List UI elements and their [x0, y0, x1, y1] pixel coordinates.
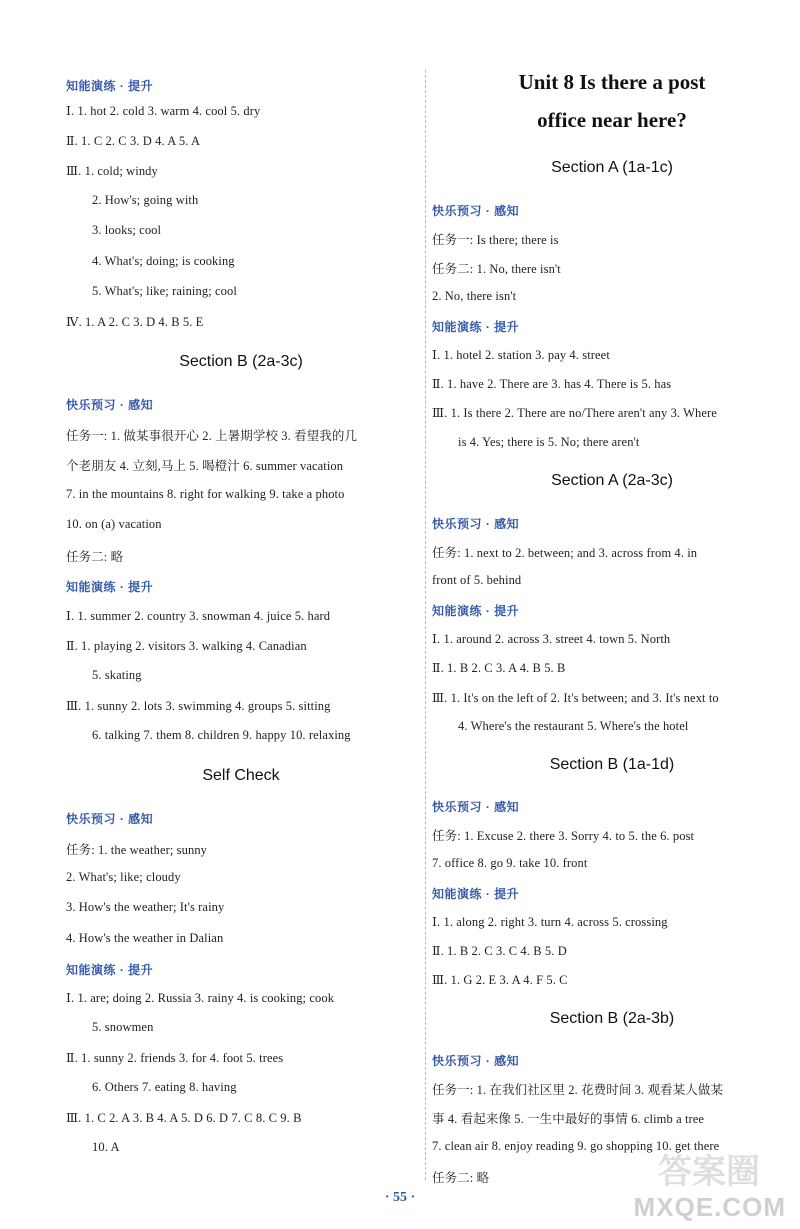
answer-line: is 4. Yes; there is 5. No; there aren't — [458, 435, 640, 449]
answer-line: Ⅱ. 1. C 2. C 3. D 4. A 5. A — [66, 134, 201, 148]
answer-line: 5. What's; like; raining; cool — [92, 284, 237, 298]
answer-line: 任务: 1. Excuse 2. there 3. Sorry 4. to 5. the 6. post — [432, 829, 695, 843]
answer-line: 2. How's; going with — [92, 193, 199, 207]
answer-line: Ⅲ. 1. cold; windy — [66, 164, 158, 178]
answer-line: Ⅳ. 1. A 2. C 3. D 4. B 5. E — [66, 315, 204, 329]
section-label: 快乐预习 · 感知 — [432, 204, 520, 218]
answer-line: 任务一: 1. 做某事很开心 2. 上暑期学校 3. 看望我的几 — [66, 429, 358, 443]
column-divider — [425, 70, 426, 1180]
answer-line: front of 5. behind — [432, 573, 522, 587]
answer-line: 4. What's; doing; is cooking — [92, 254, 235, 268]
answer-line: 事 4. 看起来像 5. 一生中最好的事情 6. climb a tree — [432, 1112, 705, 1126]
answer-line: Ⅲ. 1. G 2. E 3. A 4. F 5. C — [432, 973, 568, 987]
answer-line: 4. Where's the restaurant 5. Where's the hotel — [458, 719, 689, 733]
section-heading: Self Check — [202, 767, 280, 784]
section-label: 快乐预习 · 感知 — [66, 398, 154, 412]
answer-line: Ⅲ. 1. C 2. A 3. B 4. A 5. D 6. D 7. C 8. C 9. B — [66, 1111, 302, 1125]
answer-line: 6. talking 7. them 8. children 9. happy 10. relaxing — [92, 728, 351, 742]
section-label: 快乐预习 · 感知 — [432, 1054, 520, 1068]
answer-line: 2. What's; like; cloudy — [66, 870, 181, 884]
answer-line: Ⅱ. 1. playing 2. visitors 3. walking 4. Canadian — [66, 639, 307, 653]
answer-line: 7. office 8. go 9. take 10. front — [432, 856, 588, 870]
section-label: 知能演练 · 提升 — [432, 320, 520, 334]
answer-line: Ⅰ. 1. are; doing 2. Russia 3. rainy 4. is cooking; cook — [66, 991, 335, 1005]
section-label: 知能演练 · 提升 — [432, 604, 520, 618]
answer-line: 10. A — [92, 1140, 120, 1154]
answer-line: 任务: 1. the weather; sunny — [66, 843, 208, 857]
answer-line: Ⅱ. 1. B 2. C 3. A 4. B 5. B — [432, 661, 566, 675]
answer-line: 个老朋友 4. 立刻,马上 5. 喝橙汁 6. summer vacation — [66, 459, 344, 473]
answer-line: 4. How's the weather in Dalian — [66, 931, 224, 945]
section-label: 知能演练 · 提升 — [432, 887, 520, 901]
answer-line: 任务一: Is there; there is — [432, 233, 559, 247]
section-heading: Section A (1a-1c) — [551, 159, 673, 176]
answer-line: Ⅰ. 1. summer 2. country 3. snowman 4. juice 5. hard — [66, 609, 331, 623]
answer-line: 7. in the mountains 8. right for walking 9. take a photo — [66, 487, 345, 501]
answer-line: Ⅲ. 1. sunny 2. lots 3. swimming 4. groups 5. sitting — [66, 699, 331, 713]
answer-line: 6. Others 7. eating 8. having — [92, 1080, 237, 1094]
answer-line: 2. No, there isn't — [432, 289, 517, 303]
answer-line: Ⅱ. 1. have 2. There are 3. has 4. There is 5. has — [432, 377, 672, 391]
answer-line: 3. How's the weather; It's rainy — [66, 900, 225, 914]
answer-line: Ⅲ. 1. It's on the left of 2. It's between; and 3. It's next to — [432, 691, 719, 705]
page-number: · 55 · — [384, 1190, 416, 1205]
answer-line: 7. clean air 8. enjoy reading 9. go shopping 10. get there — [432, 1139, 720, 1153]
unit-title: Unit 8 Is there a post — [518, 70, 706, 94]
answer-line: 5. snowmen — [92, 1020, 154, 1034]
section-label: 快乐预习 · 感知 — [432, 517, 520, 531]
section-label: 快乐预习 · 感知 — [66, 812, 154, 826]
section-heading: Section B (1a-1d) — [549, 756, 675, 773]
unit-title: office near here? — [537, 108, 687, 132]
section-heading: Section A (2a-3c) — [551, 472, 673, 489]
answer-line: 任务二: 略 — [66, 550, 124, 564]
section-label: 知能演练 · 提升 — [66, 79, 154, 93]
answer-line: 任务二: 略 — [432, 1171, 490, 1185]
watermark: MXQE.COM — [633, 1192, 786, 1222]
section-label: 快乐预习 · 感知 — [432, 800, 520, 814]
answer-line: 任务: 1. next to 2. between; and 3. across from 4. in — [432, 546, 698, 560]
answer-line: Ⅰ. 1. around 2. across 3. street 4. town 5. North — [432, 632, 671, 646]
answer-line: Ⅱ. 1. B 2. C 3. C 4. B 5. D — [432, 944, 567, 958]
answer-line: Ⅰ. 1. hot 2. cold 3. warm 4. cool 5. dry — [66, 104, 261, 118]
answer-line: Ⅱ. 1. sunny 2. friends 3. for 4. foot 5. trees — [66, 1051, 284, 1065]
answer-line: 5. skating — [92, 668, 142, 682]
watermark-logo: 答案圈 — [658, 1153, 760, 1191]
answer-line: 10. on (a) vacation — [66, 517, 162, 531]
answer-line: 任务二: 1. No, there isn't — [432, 262, 561, 276]
section-heading: Section B (2a-3c) — [179, 353, 303, 370]
answer-line: 3. looks; cool — [92, 223, 162, 237]
section-label: 知能演练 · 提升 — [66, 580, 154, 594]
answer-line: Ⅲ. 1. Is there 2. There are no/There aren't any 3. Where — [432, 406, 717, 420]
section-heading: Section B (2a-3b) — [549, 1010, 675, 1027]
answer-line: 任务一: 1. 在我们社区里 2. 花费时间 3. 观看某人做某 — [432, 1083, 724, 1097]
answer-line: Ⅰ. 1. along 2. right 3. turn 4. across 5. crossing — [432, 915, 668, 929]
section-label: 知能演练 · 提升 — [66, 963, 154, 977]
answer-line: Ⅰ. 1. hotel 2. station 3. pay 4. street — [432, 348, 610, 362]
